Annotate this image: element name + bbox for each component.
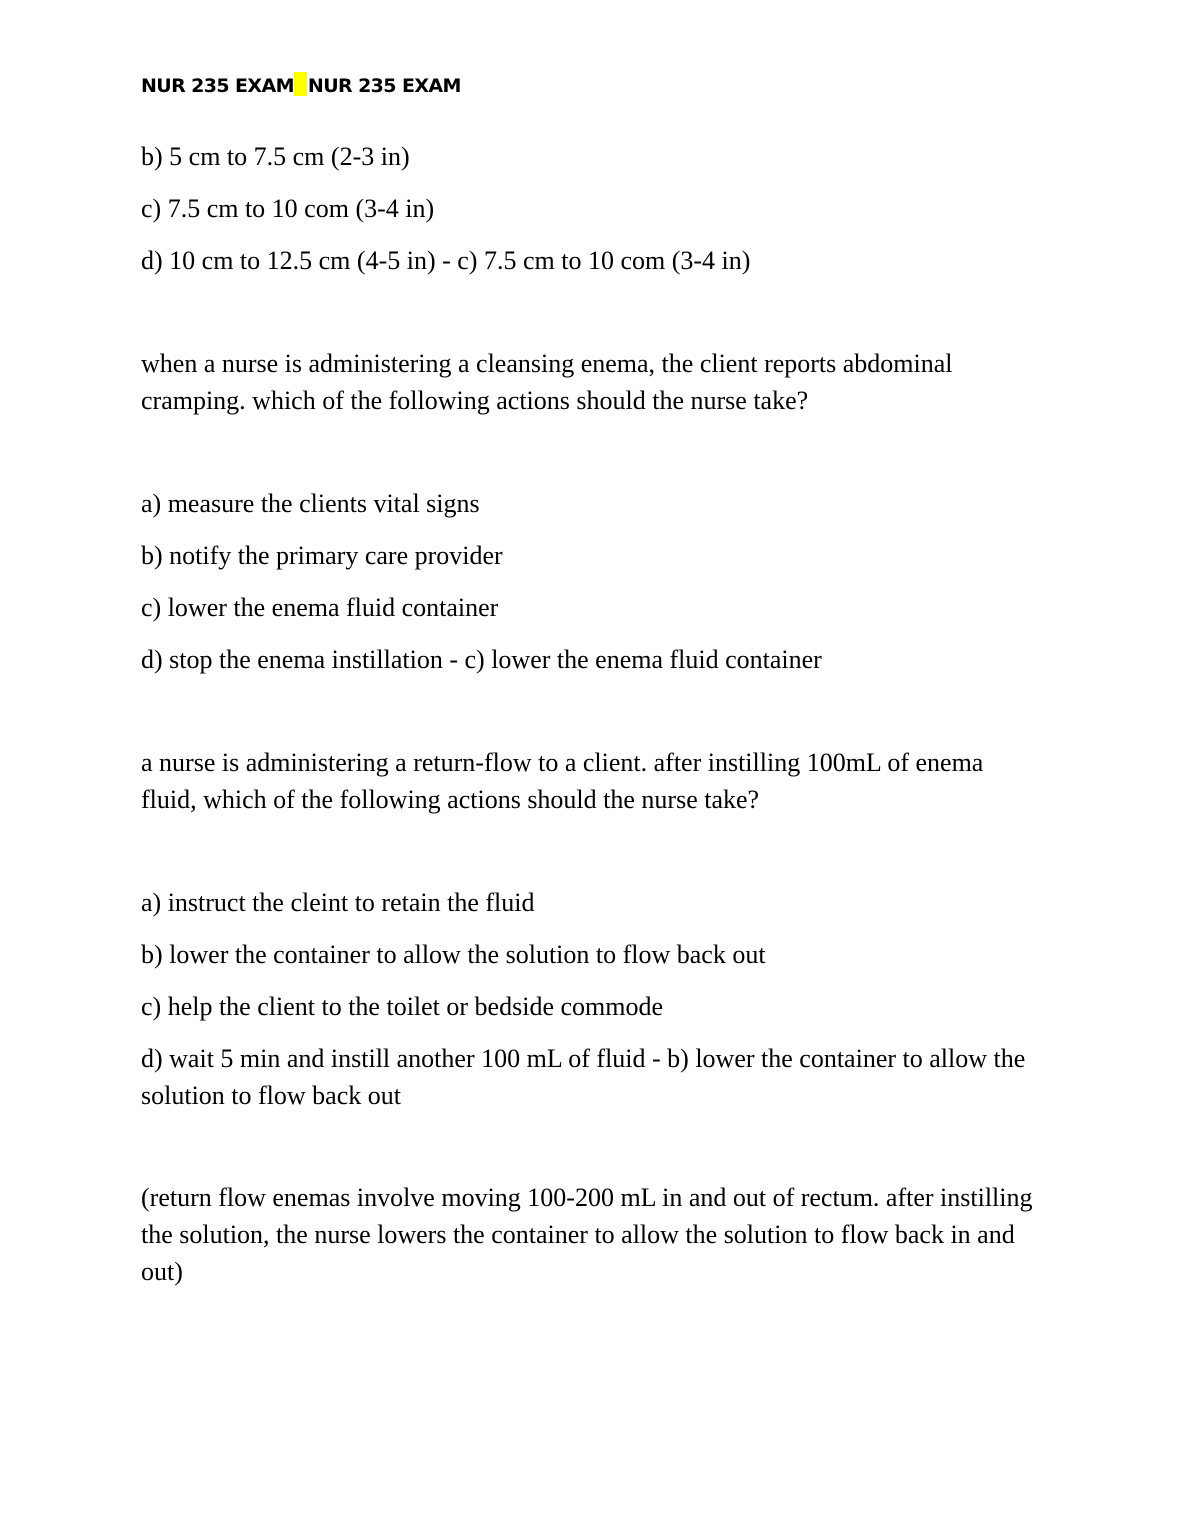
q2-option-b: b) notify the primary care provider — [141, 541, 503, 570]
header-title-right: NUR 235 EXAM — [307, 75, 461, 97]
q2-question: when a nurse is administering a cleansing enema, the client reports abdominal cramping. which of the following actions should the nurse take? — [141, 349, 953, 415]
q3-option-b: b) lower the container to allow the solution to flow back out — [141, 940, 766, 969]
q2-option-c: c) lower the enema fluid container — [141, 593, 499, 622]
q2-option-d: d) stop the enema instillation - c) lower the enema fluid container — [141, 645, 822, 674]
q3-question: a nurse is administering a return-flow to a client. after instilling 100mL of enema fluid, which of the following actions should the nurse take? — [141, 748, 984, 814]
q3-option-d: d) wait 5 min and instill another 100 mL of fluid - b) lower the container to allow the solution to flow back out — [141, 1044, 1026, 1110]
q2-option-a: a) measure the clients vital signs — [141, 489, 480, 518]
q3-option-a: a) instruct the cleint to retain the fluid — [141, 888, 535, 917]
highlight-mark — [294, 72, 307, 96]
q1-option-c: c) 7.5 cm to 10 com (3-4 in) — [141, 194, 435, 223]
q3-rationale: (return flow enemas involve moving 100-200 mL in and out of rectum. after instilling the solution, the nurse lowers the container to allow the solution to flow back in and out) — [141, 1183, 1033, 1286]
q1-option-d: d) 10 cm to 12.5 cm (4-5 in) - c) 7.5 cm to 10 com (3-4 in) — [141, 246, 751, 275]
q3-option-c: c) help the client to the toilet or bedside commode — [141, 992, 664, 1021]
header-title-left: NUR 235 EXAM — [141, 75, 294, 97]
q1-option-b: b) 5 cm to 7.5 cm (2-3 in) — [141, 142, 410, 171]
page-header — [141, 72, 461, 99]
